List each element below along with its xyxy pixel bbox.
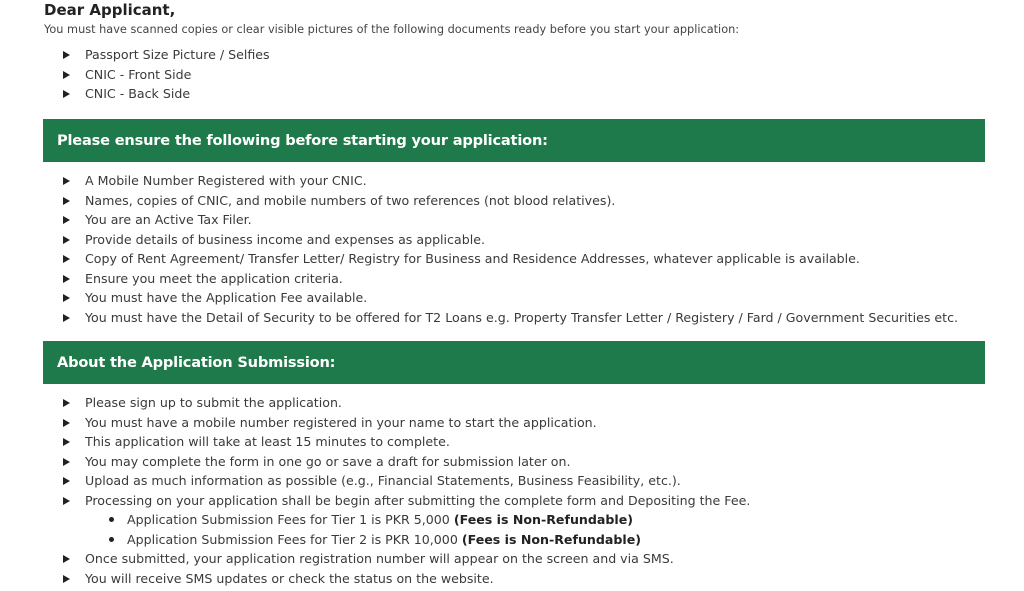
list-item: You must have the Application Fee available. <box>63 288 958 308</box>
list-item: CNIC - Front Side <box>63 65 270 85</box>
triangle-bullet-icon <box>63 90 70 98</box>
triangle-bullet-icon <box>63 255 70 263</box>
list-item: You may complete the form in one go or save a draft for submission later on. <box>63 452 750 472</box>
intro-text: You must have scanned copies or clear visible pictures of the following documents ready before you start your application: <box>44 23 740 36</box>
triangle-bullet-icon <box>63 197 70 205</box>
triangle-bullet-icon <box>63 71 70 79</box>
triangle-bullet-icon <box>63 314 70 322</box>
triangle-bullet-icon <box>63 477 70 485</box>
list-item: You must have a mobile number registered in your name to start the application. <box>63 413 750 433</box>
submission-banner: About the Application Submission: <box>43 341 985 384</box>
triangle-bullet-icon <box>63 438 70 446</box>
list-item: A Mobile Number Registered with your CNIC. <box>63 171 958 191</box>
dot-bullet-icon <box>109 517 114 522</box>
triangle-bullet-icon <box>63 458 70 466</box>
list-item: CNIC - Back Side <box>63 84 270 104</box>
non-refundable-note: (Fees is Non-Refundable) <box>453 512 634 527</box>
list-item: Ensure you meet the application criteria. <box>63 269 958 289</box>
fee-item: Application Submission Fees for Tier 1 is PKR 5,000 (Fees is Non-Refundable) <box>105 510 770 530</box>
triangle-bullet-icon <box>63 275 70 283</box>
prerequisites-list <box>63 171 958 327</box>
non-refundable-note: (Fees is Non-Refundable) <box>461 531 642 547</box>
triangle-bullet-icon <box>63 51 70 59</box>
list-item: Copy of Rent Agreement/ Transfer Letter/ Registry for Business and Residence Addresses, whatever applicable is available. <box>63 249 958 269</box>
list-item: Please sign up to submit the application. <box>63 393 750 413</box>
triangle-bullet-icon <box>63 216 70 224</box>
triangle-bullet-icon <box>63 555 70 563</box>
list-item: Passport Size Picture / Selfies <box>63 45 270 65</box>
triangle-bullet-icon <box>63 399 70 407</box>
submission-list <box>63 393 750 588</box>
list-item: Names, copies of CNIC, and mobile numbers of two references (not blood relatives). <box>63 191 958 211</box>
greeting-heading: Dear Applicant, <box>44 1 176 19</box>
list-item: Provide details of business income and expenses as applicable. <box>63 230 958 250</box>
triangle-bullet-icon <box>63 236 70 244</box>
fees-list <box>105 510 770 549</box>
list-item: This application will take at least 15 minutes to complete. <box>63 432 750 452</box>
list-item: You will receive SMS updates or check the status on the website. <box>63 569 750 589</box>
fee-item: Application Submission Fees for Tier 2 is PKR 10,000 (Fees is Non-Refundable) <box>105 530 770 550</box>
prerequisites-banner: Please ensure the following before starting your application: <box>43 119 985 162</box>
triangle-bullet-icon <box>63 177 70 185</box>
list-item: Once submitted, your application registration number will appear on the screen and via SMS. <box>63 549 750 569</box>
triangle-bullet-icon <box>63 497 70 505</box>
list-item: You are an Active Tax Filer. <box>63 210 958 230</box>
list-item: Upload as much information as possible (e.g., Financial Statements, Business Feasibility, etc.). <box>63 471 750 491</box>
list-item: Processing on your application shall be begin after submitting the complete form and Depositing the Fee. Application Submission Fees for Tier 1 is PKR 5,000 (Fees is Non-Refundable) Application Submission Fees for Tier 2 is PKR 10,000 (Fees is Non-Refundable) <box>63 491 750 550</box>
dot-bullet-icon <box>109 537 114 542</box>
triangle-bullet-icon <box>63 419 70 427</box>
triangle-bullet-icon <box>63 294 70 302</box>
list-item: You must have the Detail of Security to be offered for T2 Loans e.g. Property Transfer Letter / Registery / Fard / Government Securities etc. <box>63 308 958 328</box>
documents-list <box>63 45 270 104</box>
triangle-bullet-icon <box>63 575 70 583</box>
